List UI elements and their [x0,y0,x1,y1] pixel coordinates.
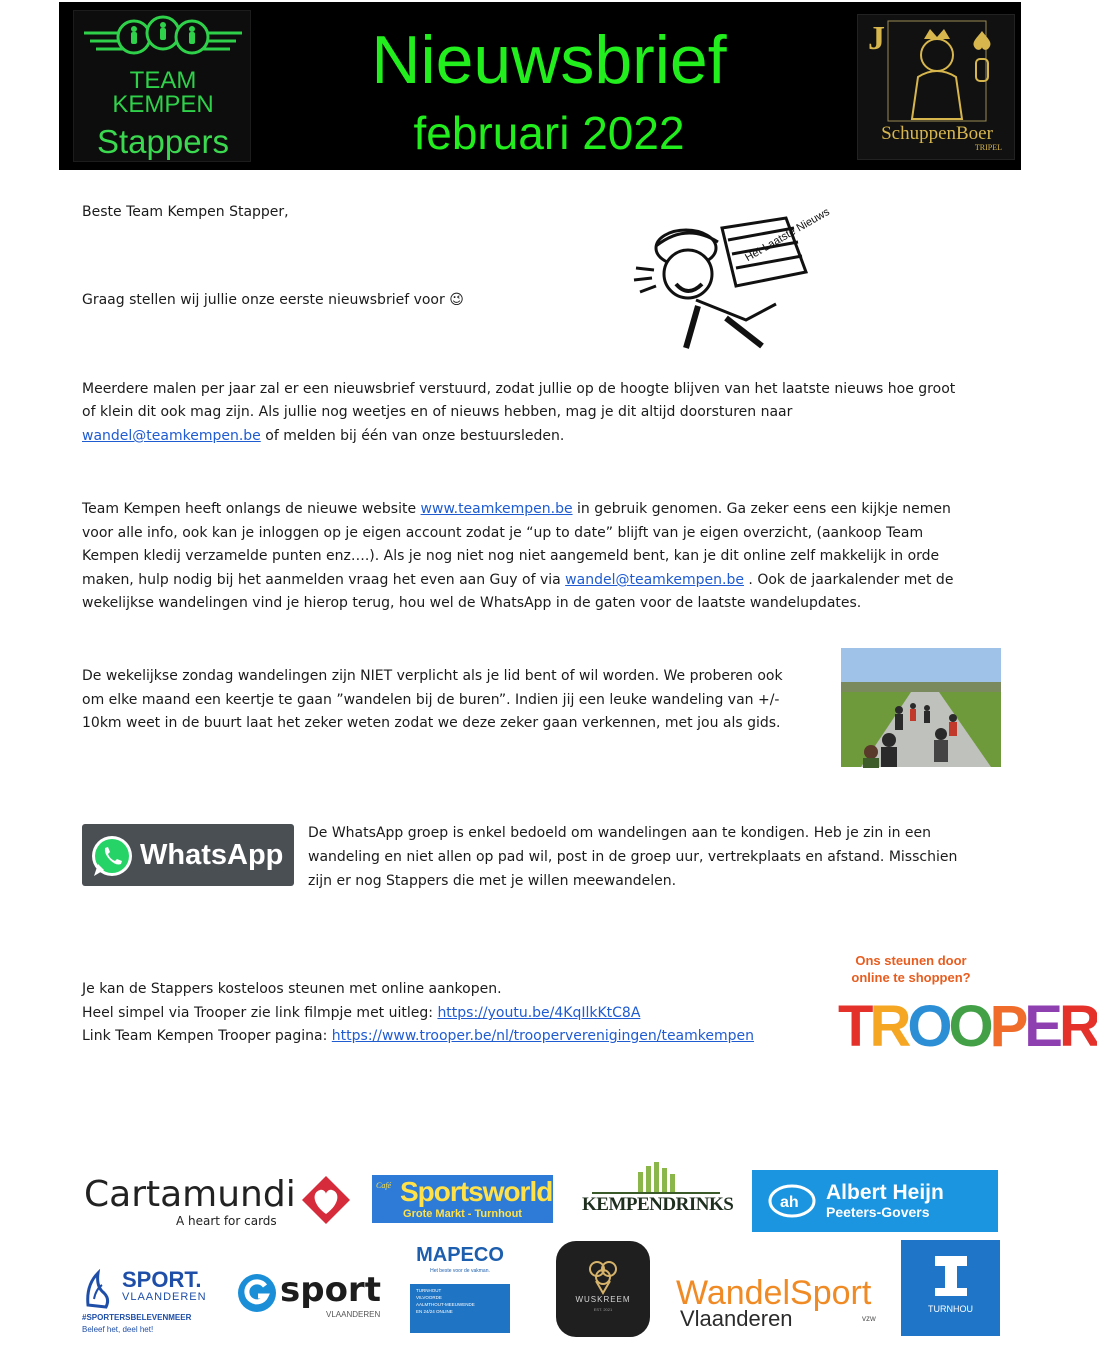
trooper-wordmark [838,992,1097,1062]
para3-line2: om elke maand een keertje te gaan ”wandelen bij de buren”. Indien jij een leuke wandeling van +/- [82,692,780,708]
sportsworld-name: Sportsworld [400,1176,553,1207]
trooper-letter: R [869,994,908,1059]
trooper-question-1: Ons steunen door [855,953,967,968]
team-kempen-logo [73,10,251,162]
trooper-letter: R [1058,994,1097,1059]
sponsor-mapeco [410,1242,510,1337]
trooper-letter: P [989,994,1025,1059]
cartamundi-name: Cartamundi [84,1174,296,1215]
sponsor-gsport [236,1270,386,1326]
para2-line1 [82,498,951,522]
mapeco-slogan: Het beste voor de vakman. [430,1268,490,1274]
para4-line3: zijn er nog Stappers die met je willen meewandelen. [308,873,677,889]
sponsor-cartamundi [84,1172,354,1232]
cartamundi-tag: A heart for cards [176,1214,277,1228]
newspaper-boy-illustration [626,205,832,358]
para1-line1: Meerdere malen per jaar zal er een nieuwsbrief verstuurd, zodat jullie op de hoogte blijven van het laatste nieuws hoe groot [82,381,956,397]
website-link[interactable]: www.teamkempen.be [420,501,573,517]
club-name-line2: KEMPEN [112,91,214,118]
sport-vlaanderen-name: SPORT. [122,1267,202,1292]
sponsor-sportsworld [372,1175,553,1223]
email-link[interactable]: wandel@teamkempen.be [82,428,261,444]
turnhout-t-icon [931,1254,971,1298]
sponsor-wandelsport-vlaanderen [676,1274,890,1334]
para3-line3: 10km weet in de buurt laat het zeker weten zodat we deze zeker gaan verkennen, met jou als gids. [82,715,781,731]
gsport-g-icon [238,1274,276,1312]
email-link-2[interactable]: wandel@teamkempen.be [565,572,744,588]
mapeco-locations [410,1284,510,1333]
walking-group-photo [841,648,1001,767]
para2-text-a: Team Kempen heeft onlangs de nieuwe website [82,501,421,517]
mapeco-loc-1: TURNHOUT [416,1288,442,1293]
sport-vlaanderen-icon [82,1269,116,1309]
para2-line2: voor alle info, ook kan je inloggen op je eigen account zodat je “up to date” blijft van je eigen overzicht, (aankoop Team [82,525,924,541]
wuskreem-sub: EST. 2021 [593,1307,613,1312]
para5-line2 [82,1002,640,1026]
sportsworld-cafe: Café [376,1181,392,1190]
mapeco-loc-2: VILVOORDE [416,1295,442,1300]
page-title: Nieuwsbrief [371,22,727,98]
para5-line2-text: Heel simpel via Trooper zie link filmpje met uitleg: [82,1005,438,1021]
team-emblem-icon [74,11,252,71]
para2-line4-a: maken, hulp nodig bij het aanmelden vraag het even aan Guy of via [82,572,566,588]
trooper-letter: O [907,994,949,1059]
para5-line3 [82,1025,754,1049]
trooper-letter: T [838,994,870,1059]
kempendrinks-skyline-icon [582,1162,730,1196]
walking-group-image [841,648,1001,767]
sport-vlaanderen-region: VLAANDEREN [122,1291,207,1303]
trooper-link[interactable]: https://www.trooper.be/nl/trooperverenigingen/teamkempen [331,1028,755,1044]
whatsapp-label: WhatsApp [140,839,284,871]
wandelsport-name: WandelSport [676,1274,872,1312]
gsport-name: sport [280,1270,381,1310]
para4-line2: wandeling en niet allen op pad wil, post in de groep uur, vertrekplaats en afstand. Misschien [308,849,958,865]
sport-vlaanderen-hashtag: #SPORTERSBELEVENMEER [82,1313,192,1322]
sponsor-sport-vlaanderen [82,1265,232,1341]
trooper-letter: E [1024,994,1059,1059]
cartoon-label: Het Laatste Nieuws [743,205,832,265]
newsletter-header [59,2,1021,170]
sponsor-brand-sub: TRIPEL [974,143,1002,152]
newspaper-boy-icon [626,205,832,358]
card-letter: J [868,20,885,57]
para4-line1: De WhatsApp groep is enkel bedoeld om wandelingen aan te kondigen. Heb je zin in een [308,825,932,841]
albert-heijn-owner: Peeters-Govers [826,1204,930,1220]
sponsor-kempendrinks [582,1162,734,1224]
wandelsport-region: Vlaanderen [680,1306,793,1331]
mapeco-loc-4: EN 24/24 ONLINE [416,1309,453,1314]
trooper-logo [836,952,1097,1064]
youtube-link[interactable]: https://youtu.be/4KqIlkKtC8A [437,1005,641,1021]
sponsor-albert-heijn [752,1170,998,1232]
mapeco-loc-3: AALMTHOUT-MEEUWENDE [416,1302,475,1307]
para5-line1: Je kan de Stappers kosteloos steunen met online aankopen. [82,981,502,997]
whatsapp-icon [88,832,136,880]
turnhout-name: TURNHOU [928,1304,973,1314]
albert-heijn-name: Albert Heijn [826,1181,944,1204]
sponsor-brand: SchuppenBoer [881,123,993,144]
ice-cream-icon [587,1259,619,1293]
sponsor-wuskreem [556,1241,650,1337]
schuppenboer-logo [857,14,1015,160]
club-name-line3: Stappers [96,123,230,160]
para2-line4 [82,569,953,593]
albert-heijn-icon [768,1184,816,1218]
sport-vlaanderen-slogan: Beleef het, deel het! [82,1325,154,1334]
greeting: Beste Team Kempen Stapper, [82,204,289,220]
trooper-letter: O [948,994,990,1059]
club-name-line1: TEAM [129,67,197,94]
para5-line3-text: Link Team Kempen Trooper pagina: [82,1028,332,1044]
gsport-sub: VLAANDEREN [326,1310,381,1319]
para2-line5: wekelijkse wandelingen vind je hierop terug, hou wel de WhatsApp in de gaten voor de laatste wandelupdates. [82,595,862,611]
para1-line3-rest: of melden bij één van onze bestuursleden. [260,428,565,444]
sportsworld-sub: Grote Markt - Turnhout [403,1208,522,1220]
sponsor-turnhout [901,1240,1000,1336]
page-subtitle: februari 2022 [413,107,685,159]
para2-line3: Kempen kledij verzamelde punten enz….). Als je nog niet nog niet aangemeld bent, kan je dit online zelf makkelijk in orde [82,548,940,564]
svg-text:ah: ah [780,1194,799,1211]
whatsapp-banner [82,824,294,886]
wandelsport-vzw: vzw [862,1314,876,1323]
intro-text: Graag stellen wij jullie onze eerste nieuwsbrief voor 😉 [82,292,464,308]
cartamundi-heart-icon [298,1172,354,1228]
para2-text-b: in gebruik genomen. Ga zeker eens een kijkje nemen [572,501,951,517]
kempendrinks-name: KEMPENDRINKS [582,1194,734,1215]
para1-line3 [82,425,564,449]
mapeco-name: MAPECO [416,1244,504,1266]
para1-line2: of klein dit ook mag zijn. Als jullie nog weetjes en of nieuws hebben, mag je dit altijd doorsturen naar [82,404,793,420]
para3-line1: De wekelijkse zondag wandelingen zijn NIET verplicht als je lid bent of wil worden. We proberen ook [82,668,783,684]
para2-line4-b: . Ook de jaarkalender met de [743,572,954,588]
trooper-question-2: online te shoppen? [851,970,971,985]
wuskreem-name: WUSKREEM [575,1295,631,1304]
